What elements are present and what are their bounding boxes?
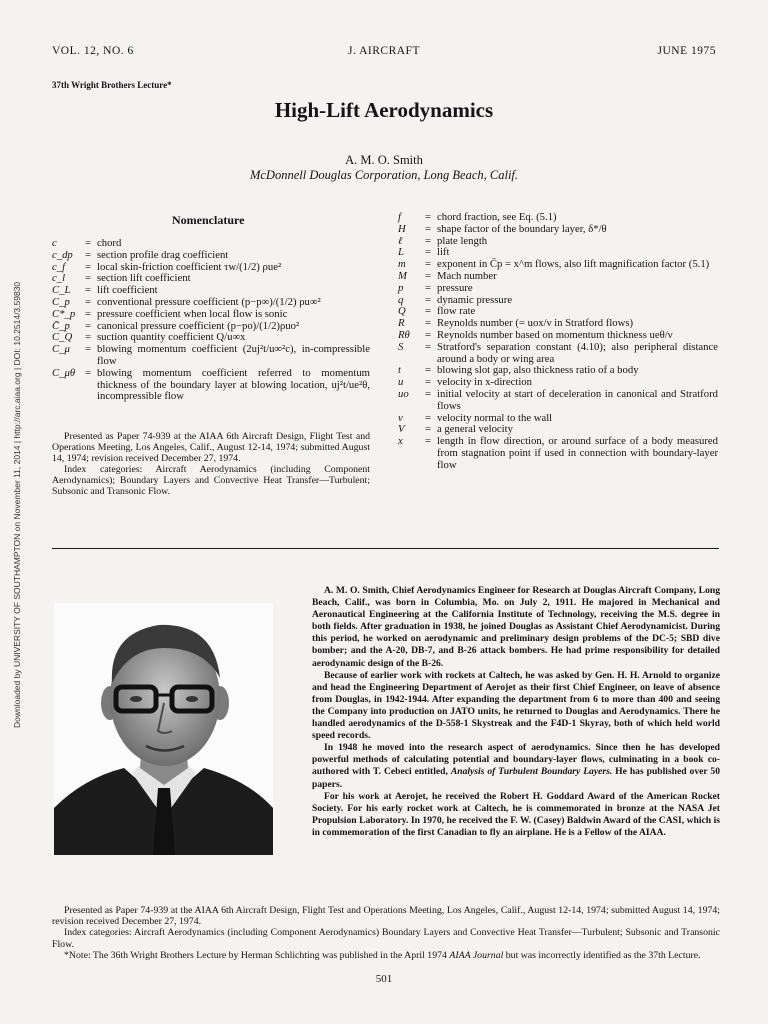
bio-paragraph: In 1948 he moved into the research aspect of aerodynamics. Since then he has developed powerful methods of calculating potential and boundary-layer flows, culminating in a book co-authored with T. Cebeci entitled, Analysis of Turbulent Boundary Layers. He has published over 50 papers. (312, 742, 720, 790)
footnote-note: *Note: The 36th Wright Brothers Lecture by Herman Schlichting was published in the April 1974 AIAA Journal but was incorrectly identified as the 37th Lecture. (64, 949, 701, 961)
nomenclature-entry: C_L = lift coefficient (52, 284, 158, 297)
book-title: Analysis of Turbulent Boundary Layers. (450, 766, 613, 778)
nomenclature-entry: C*_p = pressure coefficient when local flow is sonic (52, 307, 288, 320)
nomenclature-entry: m = exponent in C̄p = x^m flows, also lift magnification factor (5.1) (398, 258, 710, 271)
nomenclature-entry: x = length in flow direction, or around surface of a body measured from stagnation point if used in connection with boundary-layer flow (398, 435, 718, 471)
nomenclature-entry: c_f = local skin-friction coefficient τw/(1/2) ρue² (52, 260, 282, 273)
issue-date: JUNE 1975 (657, 45, 716, 57)
nomenclature-entry: v = velocity normal to the wall (398, 411, 553, 424)
volume-label: VOL. 12, NO. 6 (52, 45, 134, 57)
nomenclature-entry: c_l = section lift coefficient (52, 272, 191, 285)
footnote-index-categories: Index categories: Aircraft Aerodynamics (including Component Aerodynamics) Boundary Layers and Convective Heat Transfer—Turbulent; Subsonic and Transonic Flow. (52, 927, 720, 950)
nomenclature-entry: L = lift (398, 246, 450, 259)
nomenclature-entry: c = chord (52, 237, 122, 249)
nomenclature-entry: Q = flow rate (398, 305, 476, 318)
nomenclature-entry: M = Mach number (398, 269, 497, 282)
nomenclature-entry: p = pressure (398, 281, 473, 294)
bottom-footnotes (52, 905, 720, 961)
nomenclature-entry: S = Stratford's separation constant (4.10); also peripheral distance around a body or wing area (398, 340, 718, 365)
page-number: 501 (375, 973, 393, 985)
download-notice: Downloaded by UNIVERSITY OF SOUTHAMPTON on November 11, 2014 | http://arc.aiaa.org | DOI: 10.2514/3.59830 (12, 281, 22, 728)
left-footnote (52, 431, 370, 497)
nomenclature-entry: R = Reynolds number (= uox/ν in Stratford flows) (398, 317, 634, 330)
footnote-presented: Presented as Paper 74-939 at the AIAA 6th Aircraft Design, Flight Test and Operations Meeting, Los Angeles, Calif., August 12-14, 1974; submitted August 14, 1974; revision received December 27, 1974. (52, 431, 370, 464)
nomenclature-entry: t = blowing slot gap, also thickness ratio of a body (398, 364, 639, 377)
footnote-presented: Presented as Paper 74-939 at the AIAA 6th Aircraft Design, Flight Test and Operations Meeting, Los Angeles, Calif., August 12-14, 1974; submitted August 14, 1974; revision received December 27, 1974. (52, 905, 720, 928)
author-name: A. M. O. Smith (345, 153, 423, 167)
bio-paragraph: A. M. O. Smith, Chief Aerodynamics Engineer for Research at Douglas Aircraft Company, Long Beach, Calif., was born in Columbia, Mo. on July 2, 1911. He majored in Mechanical and Aeronautical Engineering at the California Institute of Technology, receiving the M.S. degree in both fields. After graduation in 1938, he joined Douglas as Assistant Chief Aerodynamicist. During this period, he worked on aerodynamic and preliminary design problems of the DC-5; SBD dive bomber; and the A-20, DB-7, and B-26 attack bombers. He had prime responsibility for detailed aerodynamic design of the B-26. (312, 585, 720, 669)
author-portrait (54, 603, 273, 855)
nomenclature-entry: f = chord fraction, see Eq. (5.1) (398, 211, 557, 223)
bio-paragraph: For his work at Aerojet, he received the Robert H. Goddard Award of the American Rocket Society. For his early rocket work at Caltech, he is commemorated in bronze at the NASA Jet Propulsion Laboratory. In 1970, he received the F. W. (Casey) Baldwin Award of the CASI, which is in commemoration of the first Canadian to fly an airplane. He is a Fellow of the AIAA. (312, 790, 720, 838)
nomenclature-entry: C_μ = blowing momentum coefficient (2uj²t/u∞²c), in-compressible flow (52, 343, 370, 367)
nomenclature-entry: Rθ = Reynolds number based on momentum thickness ueθ/ν (398, 328, 673, 341)
nomenclature-entry: uo = initial velocity at start of deceleration in canonical and Stratford flows (398, 387, 718, 412)
nomenclature-entry: H = shape factor of the boundary layer, δ*/θ (398, 222, 607, 235)
section-divider (52, 548, 719, 549)
nomenclature-entry: V = a general velocity (398, 423, 513, 436)
paper-title: High-Lift Aerodynamics (274, 98, 494, 122)
bio-paragraph: Because of earlier work with rockets at Caltech, he was asked by Gen. H. H. Arnold to organize and head the Engineering Department of Aerojet as their first Chief Engineer, on leave of absence from Douglas, in 1942-1944. After expanding the department from 6 to more than 400 and seeing the Company into production on JATO units, he returned to Douglas and Aerodynamics. There he handled aerodynamics of the D-558-1 Skystreak and the F4D-1 Skyray, both of which held world speed records. (312, 669, 720, 742)
journal-name: AIAA Journal (449, 949, 504, 961)
nomenclature-entry: ℓ = plate length (398, 234, 488, 247)
nomenclature-left-column (52, 238, 370, 403)
author-affiliation: McDonnell Douglas Corporation, Long Beach, Calif. (249, 168, 519, 182)
nomenclature-entry: u = velocity in x-direction (398, 376, 532, 389)
nomenclature-entry: q = dynamic pressure (398, 293, 513, 306)
lecture-label: 37th Wright Brothers Lecture* (52, 80, 172, 90)
author-biography (312, 585, 720, 839)
nomenclature-heading: Nomenclature (172, 213, 245, 227)
footnote-index-categories: Index categories: Aircraft Aerodynamics (including Component Aerodynamics); Boundary Layers and Convective Heat Transfer—Turbulent; Subsonic and Transonic Flow. (52, 464, 370, 497)
nomenclature-entry: C̄_p = canonical pressure coefficient (p−po)/(1/2)ρuo² (52, 319, 300, 332)
journal-label: J. AIRCRAFT (348, 45, 420, 57)
nomenclature-entry: C_p = conventional pressure coefficient (p−p∞)/(1/2) ρu∞² (52, 295, 321, 308)
nomenclature-entry: C_μθ = blowing momentum coefficient referred to momentum thickness of the boundary layer at blowing location, uj²t/ue²θ, incompressible flow (52, 366, 370, 403)
nomenclature-entry: c_dp = section profile drag coefficient (52, 248, 229, 261)
nomenclature-right-column (398, 212, 718, 472)
nomenclature-entry: C_Q = suction quantity coefficient Q/u∞x (52, 331, 246, 344)
